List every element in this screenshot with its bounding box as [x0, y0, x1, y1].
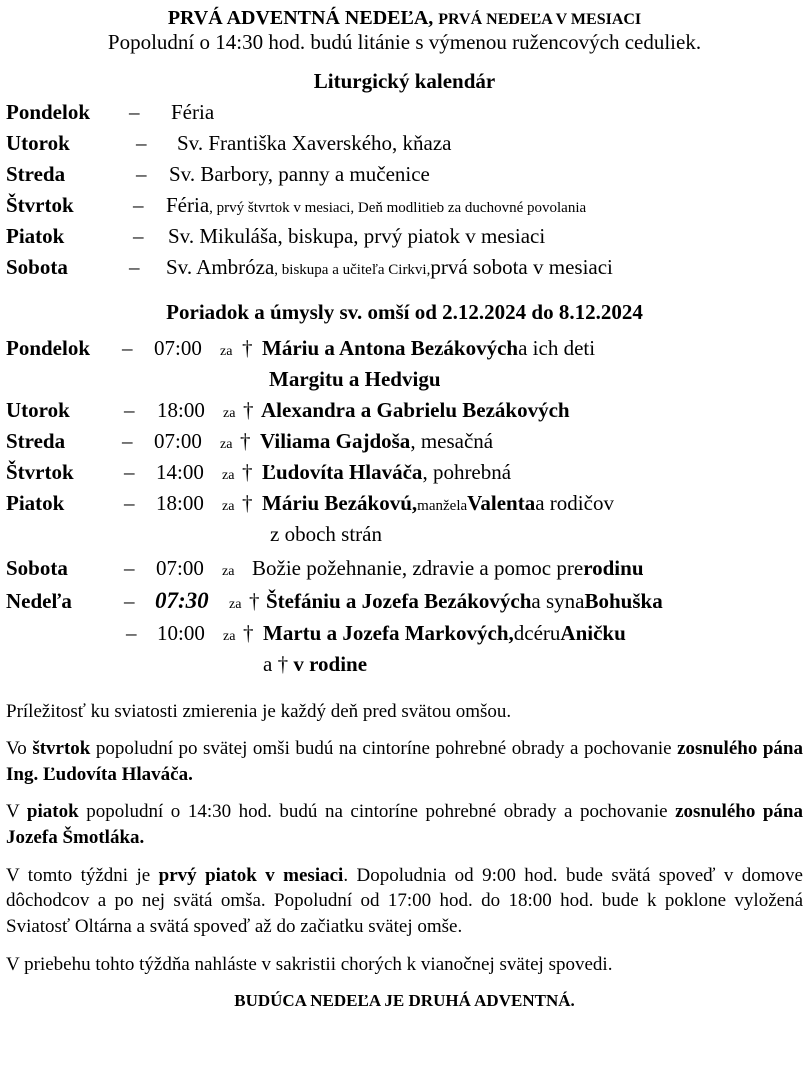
- mass-intention: Máriu Bezákovú,: [262, 490, 418, 515]
- spacer: [6, 851, 803, 863]
- spacer: [6, 683, 803, 699]
- calendar-day: Piatok: [6, 224, 65, 249]
- mass-time: 07:00: [156, 555, 204, 580]
- mass-day: Štvrtok: [6, 459, 74, 484]
- mass-dash: –: [122, 335, 133, 360]
- cross-icon: †: [242, 459, 253, 484]
- mass-dash: –: [124, 490, 135, 515]
- mass-intention: Ľudovíta Hlaváča: [262, 459, 423, 484]
- mass-intention-continued: z oboch strán: [270, 521, 382, 546]
- calendar-text-small: , biskupa a učiteľa Cirkvi,: [274, 262, 431, 279]
- mass-day: Sobota: [6, 555, 68, 580]
- mass-intention-bold: rodinu: [583, 555, 644, 580]
- mass-intention-extra: dcéru: [513, 620, 561, 645]
- note-bold: piatok: [26, 801, 79, 823]
- mass-intention-bold: Bohuška: [584, 588, 663, 613]
- calendar-text: Sv. Františka Xaverského, kňaza: [177, 131, 452, 156]
- mass-row-tuesday: [6, 398, 803, 429]
- mass-row-saturday: [6, 556, 803, 587]
- calendar-row: [6, 255, 803, 286]
- mass-intention-small: manžela: [417, 497, 468, 514]
- mass-intention: Máriu a Antona Bezákových: [262, 335, 519, 360]
- calendar-list: [6, 100, 803, 286]
- note-text: popoludní po svätej omši budú na cintoríne pohrebné obrady a pochovanie: [90, 738, 678, 760]
- calendar-dash: –: [136, 131, 147, 156]
- calendar-text: Sv. Ambróza: [166, 255, 275, 280]
- mass-intention: Božie požehnanie, zdravie a pomoc pre: [252, 555, 584, 580]
- calendar-row: [6, 162, 803, 193]
- mass-intention-extra: a ich deti: [518, 335, 596, 360]
- spacer: [6, 724, 803, 736]
- calendar-dash: –: [133, 193, 144, 218]
- mass-row-sunday-second: [6, 621, 803, 652]
- mass-row-wednesday: [6, 429, 803, 460]
- calendar-row: [6, 131, 803, 162]
- mass-row-monday: [6, 336, 803, 367]
- footer-announcement: BUDÚCA NEDEĽA JE DRUHÁ ADVENTNÁ.: [234, 991, 575, 1011]
- mass-time: 18:00: [156, 490, 204, 515]
- mass-intention: Alexandra a Gabrielu Bezákových: [261, 397, 570, 422]
- calendar-text: Féria: [166, 193, 210, 218]
- mass-za: za: [220, 343, 233, 359]
- spacer: [6, 787, 803, 799]
- note-text: popoludní o 14:30 hod. budú na cintoríne pohrebné obrady a pochovanie: [78, 801, 676, 823]
- cross-icon: †: [242, 490, 253, 515]
- mass-dash: –: [124, 397, 135, 422]
- mass-intention-extra: a rodičov: [535, 490, 614, 515]
- page-title: [6, 6, 803, 30]
- note-text: . Dopoludnia od 9:00 hod. bude svätá spoveď v domove dôchodcov a po nej svätá omša. Popoludní od 17:00 hod. do 18:00 hod. bude k poklone vyložená Sviatosť Oltárna a svätá spoveď až do začiatku svätej omše.: [6, 864, 803, 938]
- cross-icon: †: [240, 428, 251, 453]
- masses-heading: Poriadok a úmysly sv. omší od 2.12.2024 do 8.12.2024: [166, 300, 643, 325]
- calendar-text: Féria: [171, 100, 215, 125]
- mass-row-thursday: [6, 460, 803, 491]
- note-confession: Príležitosť ku sviatosti zmierenia je každý deň pred svätou omšou.: [6, 700, 512, 722]
- calendar-text-tail: prvá sobota v mesiaci: [430, 255, 613, 280]
- mass-za: za: [223, 628, 236, 644]
- mass-za: za: [223, 405, 236, 421]
- mass-intention-bold: Aničku: [560, 620, 626, 645]
- calendar-dash: –: [129, 255, 140, 280]
- mass-intention: Štefániu a Jozefa Bezákových: [266, 588, 532, 613]
- mass-time: 10:00: [157, 620, 205, 645]
- mass-za: za: [222, 563, 235, 579]
- bulletin-page: [6, 6, 803, 1029]
- mass-za: za: [222, 498, 235, 514]
- calendar-text-small: , prvý štvrtok v mesiaci, Deň modlitieb za duchovné povolania: [209, 200, 587, 217]
- note-friday: [6, 799, 803, 850]
- mass-time: 07:30: [155, 587, 209, 613]
- calendar-day: Utorok: [6, 131, 70, 156]
- mass-intention: Martu a Jozefa Markových,: [263, 620, 514, 645]
- masses-list: [6, 336, 803, 683]
- mass-za: za: [229, 596, 242, 612]
- mass-dash: –: [124, 588, 135, 613]
- note-text: V: [6, 801, 27, 823]
- cross-icon: †: [277, 651, 289, 676]
- mass-dash: –: [126, 620, 137, 645]
- note-bold: zosnulého pána Jozefa Šmotláka.: [6, 801, 804, 849]
- calendar-day: Pondelok: [6, 100, 91, 125]
- mass-day: Streda: [6, 428, 66, 453]
- calendar-day: Štvrtok: [6, 193, 74, 218]
- cross-icon: †: [249, 588, 260, 613]
- mass-intention-bold: Valenta: [467, 490, 536, 515]
- calendar-text: Sv. Barbory, panny a mučenice: [169, 162, 430, 187]
- cross-icon: †: [242, 335, 253, 360]
- mass-intention-continued: [6, 652, 803, 683]
- mass-day: Nedeľa: [6, 588, 72, 613]
- note-thursday: [6, 736, 803, 787]
- mass-dash: –: [124, 555, 135, 580]
- title-main: PRVÁ ADVENTNÁ NEDEĽA,: [167, 7, 434, 29]
- calendar-dash: –: [129, 100, 140, 125]
- mass-intention-extra: a syna: [531, 588, 585, 613]
- mass-za: za: [222, 467, 235, 483]
- mass-row-friday: [6, 491, 803, 522]
- mass-intention-continued: Margitu a Hedvigu: [269, 366, 441, 391]
- mass-time: 07:00: [154, 335, 202, 360]
- mass-dash: –: [124, 459, 135, 484]
- mass-day: Piatok: [6, 490, 65, 515]
- calendar-dash: –: [136, 162, 147, 187]
- note-bold: zosnulého pána Ing. Ľudovíta Hlaváča.: [6, 738, 803, 785]
- mass-time: 18:00: [157, 397, 205, 422]
- note-first-friday: [6, 863, 803, 940]
- title-small: PRVÁ NEDEĽA V MESIACI: [438, 11, 642, 28]
- calendar-text: Sv. Mikuláša, biskupa, prvý piatok v mesiaci: [168, 224, 546, 249]
- mass-time: 07:00: [154, 428, 202, 453]
- calendar-heading: Liturgický kalendár: [313, 69, 496, 94]
- calendar-row: [6, 193, 803, 224]
- note-bold: štvrtok: [32, 738, 91, 760]
- mass-intention-extra: , pohrebná: [422, 459, 512, 484]
- mass-row-sunday: [6, 587, 803, 621]
- calendar-day: Streda: [6, 162, 66, 187]
- note-advent-confession: V priebehu tohto týždňa nahláste v sakristii chorých k vianočnej svätej spovedi.: [6, 953, 613, 975]
- note-bold: prvý piatok v mesiaci: [158, 864, 344, 886]
- mass-cont-a: a: [263, 651, 273, 676]
- calendar-day: Sobota: [6, 255, 68, 280]
- mass-dash: –: [122, 428, 133, 453]
- subtitle: Popoludní o 14:30 hod. budú litánie s výmenou ružencových ceduliek.: [107, 30, 702, 54]
- mass-za: za: [220, 436, 233, 452]
- note-text: V tomto týždni je: [6, 864, 159, 886]
- spacer: [6, 940, 803, 952]
- mass-intention-extra: , mesačná: [410, 428, 494, 453]
- mass-day: Pondelok: [6, 335, 91, 360]
- note-text: Vo: [6, 738, 33, 760]
- calendar-row: [6, 224, 803, 255]
- cross-icon: †: [243, 620, 254, 645]
- cross-icon: †: [243, 397, 254, 422]
- mass-time: 14:00: [156, 459, 204, 484]
- calendar-dash: –: [133, 224, 144, 249]
- mass-intention: Viliama Gajdoša: [260, 428, 411, 453]
- calendar-row: [6, 100, 803, 131]
- mass-cont-bold: v rodine: [293, 651, 368, 676]
- mass-day: Utorok: [6, 397, 70, 422]
